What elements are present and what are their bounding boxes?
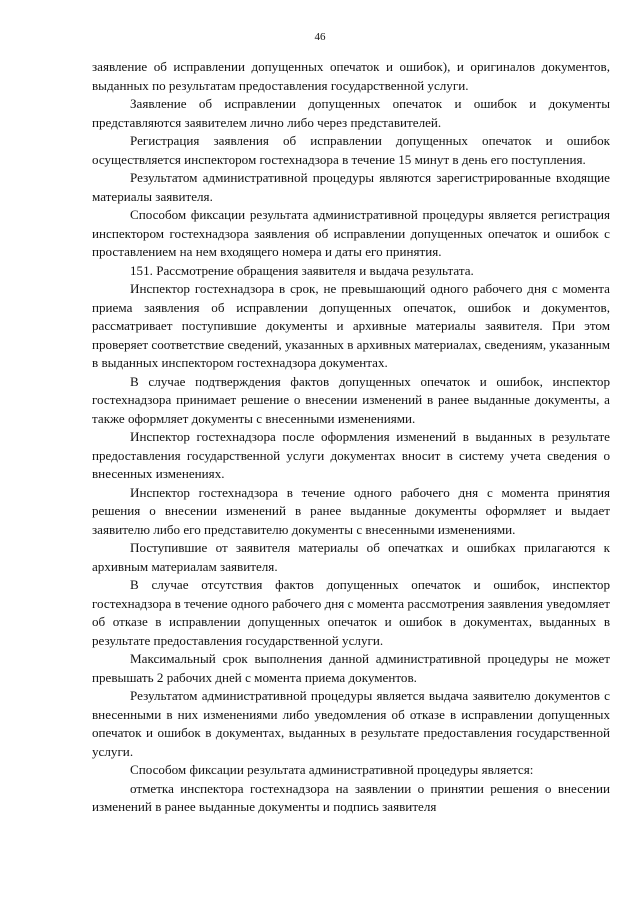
paragraph-continuation: заявление об исправлении допущенных опечаток и ошибок), и оригиналов документов, выданных по результатам предоставления государственной услуги. [92, 59, 610, 93]
paragraph: Максимальный срок выполнения данной административной процедуры не может превышать 2 рабочих дней с момента приема документов. [92, 651, 610, 685]
paragraph: В случае подтверждения фактов допущенных опечаток и ошибок, инспектор гостехнадзора принимает решение о внесении изменений в ранее выданные документы, а также оформляет документы с внесенными изменениями. [92, 373, 610, 426]
paragraph: Поступившие от заявителя материалы об опечатках и ошибках прилагаются к архивным материалам заявителя. [92, 540, 610, 574]
paragraph: Регистрация заявления об исправлении допущенных опечаток и ошибок осуществляется инспектором гостехнадзора в течение 15 минут в день его поступления. [92, 133, 610, 167]
paragraph: Инспектор гостехнадзора после оформления изменений в выданных в результате предоставления государственной услуги документах вносит в систему учета сведения о внесенных изменениях. [92, 429, 610, 481]
paragraph: В случае отсутствия фактов допущенных опечаток и ошибок, инспектор гостехнадзора в течение одного рабочего дня с момента рассмотрения заявления уведомляет об отказе в исправлении допущенных опечаток и ошибок в документах, выданных в результате предоставления государственной услуги. [92, 577, 610, 648]
section-heading-151: 151. Рассмотрение обращения заявителя и выдача результата. [130, 262, 474, 278]
page-number: 46 [314, 31, 326, 43]
paragraph: Заявление об исправлении допущенных опечаток и ошибок и документы представляются заявителем лично либо через представителей. [92, 96, 610, 130]
paragraph: Результатом административной процедуры является выдача заявителю документов с внесенными в них изменениями либо уведомления об отказе в исправлении допущенных опечаток и ошибок в документах, выданных в результате предоставления государственной услуги. [92, 688, 610, 759]
paragraph: Инспектор гостехнадзора в срок, не превышающий одного рабочего дня с момента приема заявления об исправлении допущенных опечаток, ошибок и документов, рассматривает поступившие документы и архивные материалы заявителя. При этом проверяет соответствие сведений, указанных в архивных материалах, сведениям, указанным в выданных инспектором гостехнадзора документах. [92, 281, 610, 370]
paragraph: Способом фиксации результата административной процедуры является регистрация инспектором гостехнадзора заявления об исправлении допущенных опечаток и ошибок с проставлением на нем входящего номера и даты его принятия. [92, 207, 610, 259]
paragraph: Способом фиксации результата административной процедуры является: [130, 762, 534, 777]
paragraph: Инспектор гостехнадзора в течение одного рабочего дня с момента принятия решения о внесении изменений в ранее выданные документы оформляет и выдает заявителю либо его представителю документы с внесенными изменениями. [92, 484, 610, 537]
paragraph: Результатом административной процедуры являются зарегистрированные входящие материалы заявителя. [92, 170, 610, 204]
paragraph-truncated: отметка инспектора гостехнадзора на заявлении о принятии решения о внесении изменений в ранее выданные документы и подпись заявителя [92, 780, 610, 814]
document-body [92, 58, 610, 817]
